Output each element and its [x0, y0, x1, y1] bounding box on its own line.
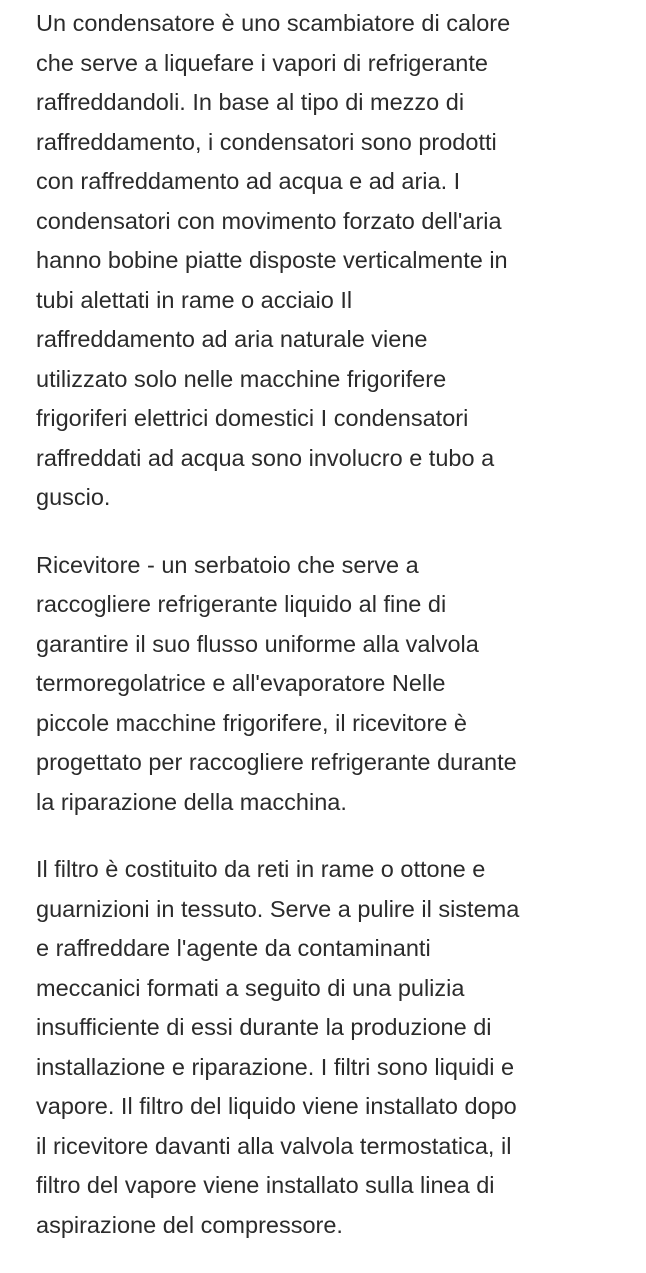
text-line: utilizzato solo nelle macchine frigorifere	[36, 365, 447, 392]
text-line: guscio.	[36, 484, 111, 510]
text-line: il ricevitore davanti alla valvola termostatica, il	[36, 1132, 512, 1159]
text-line: hanno bobine piatte disposte verticalmente in	[36, 247, 508, 273]
text-line: termoregolatrice e all'evaporatore Nelle	[36, 670, 446, 696]
text-line: raffreddandoli. In base al tipo di mezzo di	[36, 89, 465, 115]
text-line: progettato per raccogliere refrigerante durante	[36, 749, 517, 775]
text-line: Un condensatore è uno scambiatore di calore	[36, 10, 511, 36]
text-line: vapore. Il filtro del liquido viene installato dopo	[36, 1093, 517, 1119]
text-line: guarnizioni in tessuto. Serve a pulire il sistema	[36, 895, 520, 922]
text-line: insufficiente di essi durante la produzione di	[36, 1014, 492, 1040]
text-line: piccole macchine frigorifere, il ricevitore è	[36, 709, 467, 736]
text-line: la riparazione della macchina.	[36, 788, 347, 815]
text-line: Il filtro è costituito da reti in rame o ottone e	[36, 856, 486, 882]
text-line: e raffreddare l'agente da contaminanti	[36, 935, 431, 961]
paragraph-condensatore	[36, 4, 646, 518]
text-line: con raffreddamento ad acqua e ad aria. I	[36, 168, 461, 194]
text-line: raffreddati ad acqua sono involucro e tubo a	[36, 444, 495, 471]
text-line: raccogliere refrigerante liquido al fine di	[36, 591, 447, 617]
text-line: meccanici formati a seguito di una pulizia	[36, 974, 465, 1001]
text-line: raffreddamento, i condensatori sono prodotti	[36, 128, 497, 155]
paragraph-ricevitore	[36, 546, 646, 823]
paragraph-filtro	[36, 850, 646, 1245]
text-line: tubi alettati in rame o acciaio Il	[36, 286, 353, 313]
text-line: installazione e riparazione. I filtri sono liquidi e	[36, 1053, 515, 1080]
text-line: frigoriferi elettrici domestici I condensatori	[36, 405, 469, 431]
text-line: aspirazione del compressore.	[36, 1211, 343, 1238]
text-line: garantire il suo flusso uniforme alla valvola	[36, 630, 479, 657]
text-line: che serve a liquefare i vapori di refrigerante	[36, 49, 488, 76]
article-body	[36, 4, 646, 1273]
text-line: condensatori con movimento forzato dell'aria	[36, 207, 502, 234]
text-line: raffreddamento ad aria naturale viene	[36, 326, 428, 352]
text-line: filtro del vapore viene installato sulla linea di	[36, 1172, 495, 1198]
text-line: Ricevitore - un serbatoio che serve a	[36, 551, 419, 578]
